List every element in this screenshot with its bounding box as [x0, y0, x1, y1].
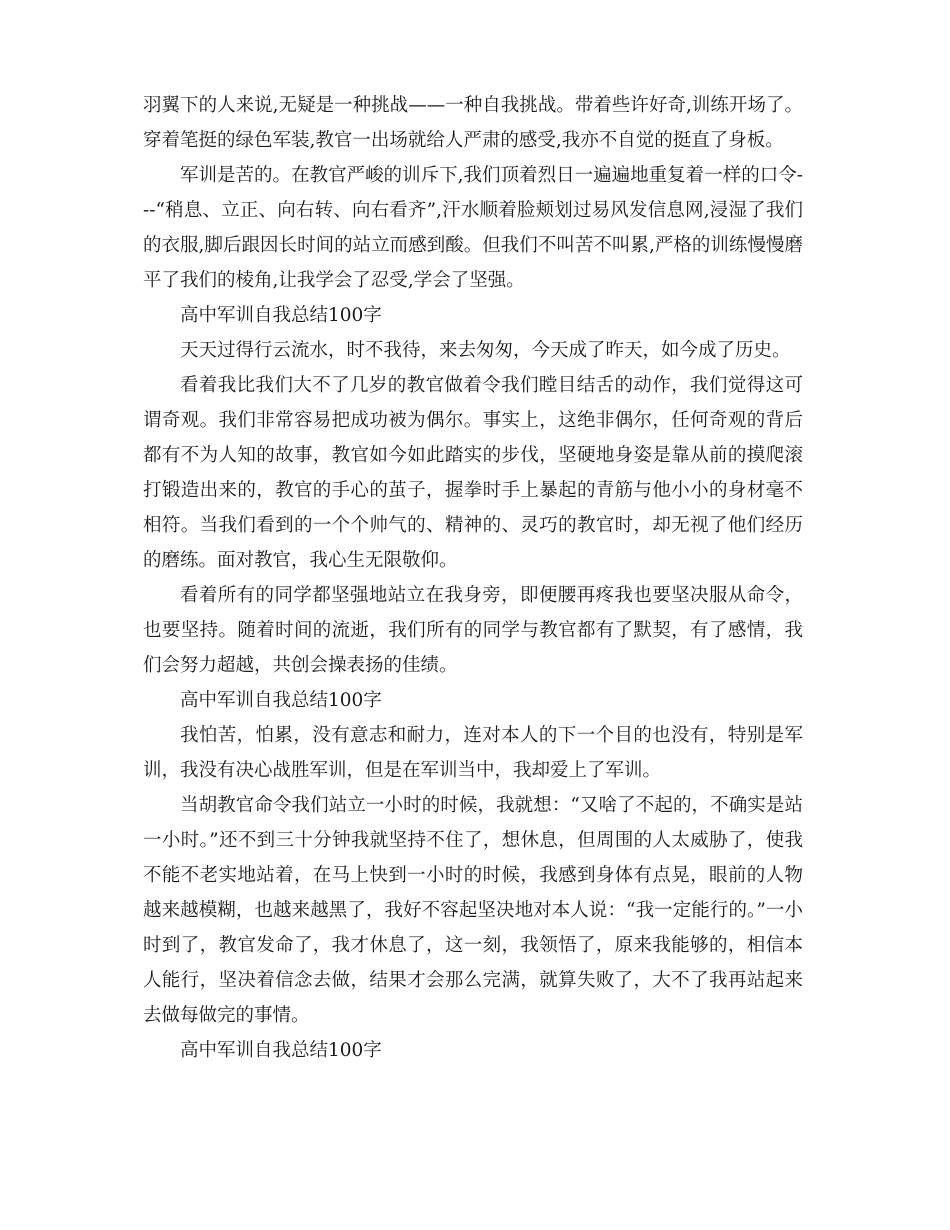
section-heading: 高中军训自我总结100字 — [180, 1040, 382, 1061]
section-heading: 高中军训自我总结100字 — [180, 690, 382, 711]
section-heading: 高中军训自我总结100字 — [180, 305, 382, 326]
paragraph: 当胡教官命令我们站立一小时的时候，我就想：“又啥了不起的，不确实是站一小时。”还不到三十分钟我就坚持不住了，想休息，但周围的人太威胁了，使我不能不老实地站着，在马上快到一小时的时候，我感到身体有点晃，眼前的人物越来越模糊，也越来越黑了，我好不容起坚决地对本人说：“我一定能行的。”一小时到了，教官发命了，我才休息了，这一刻，我领悟了，原来我能够的，相信本人能行，坚决着信念去做，结果才会那么完满，就算失败了，大不了我再站起来去做每做完的事情。 — [143, 795, 803, 1026]
document-body — [143, 88, 803, 1068]
paragraph: 看着所有的同学都坚强地站立在我身旁，即便腰再疼我也要坚决服从命令，也要坚持。随着时间的流逝，我们所有的同学与教官都有了默契，有了感情，我们会努力超越，共创会操表扬的佳绩。 — [143, 585, 803, 676]
paragraph: 羽翼下的人来说,无疑是一种挑战——一种自我挑战。带着些许好奇,训练开场了。穿着笔挺的绿色军装,教官一出场就给人严肃的感受,我亦不自觉的挺直了身板。 — [143, 95, 803, 151]
paragraph: 军训是苦的。在教官严峻的训斥下,我们顶着烈日一遍遍地重复着一样的口令---“稍息、立正、向右转、向右看齐”,汗水顺着脸颊划过易风发信息网,浸湿了我们的衣服,脚后跟因长时间的站立而感到酸。但我们不叫苦不叫累,严格的训练慢慢磨平了我们的棱角,让我学会了忍受,学会了坚强。 — [143, 165, 803, 291]
paragraph: 我怕苦，怕累，没有意志和耐力，连对本人的下一个目的也没有，特别是军训，我没有决心战胜军训，但是在军训当中，我却爱上了军训。 — [143, 725, 803, 781]
paragraph: 看着我比我们大不了几岁的教官做着令我们瞠目结舌的动作，我们觉得这可谓奇观。我们非常容易把成功被为偶尔。事实上，这绝非偶尔，任何奇观的背后都有不为人知的故事，教官如今如此踏实的步伐，坚硬地身姿是靠从前的摸爬滚打锻造出来的，教官的手心的茧子，握拳时手上暴起的青筋与他小小的身材毫不相符。当我们看到的一个个帅气的、精神的、灵巧的教官时，却无视了他们经历的磨练。面对教官，我心生无限敬仰。 — [143, 375, 803, 571]
paragraph: 天天过得行云流水，时不我待，来去匆匆，今天成了昨天，如今成了历史。 — [180, 340, 791, 361]
